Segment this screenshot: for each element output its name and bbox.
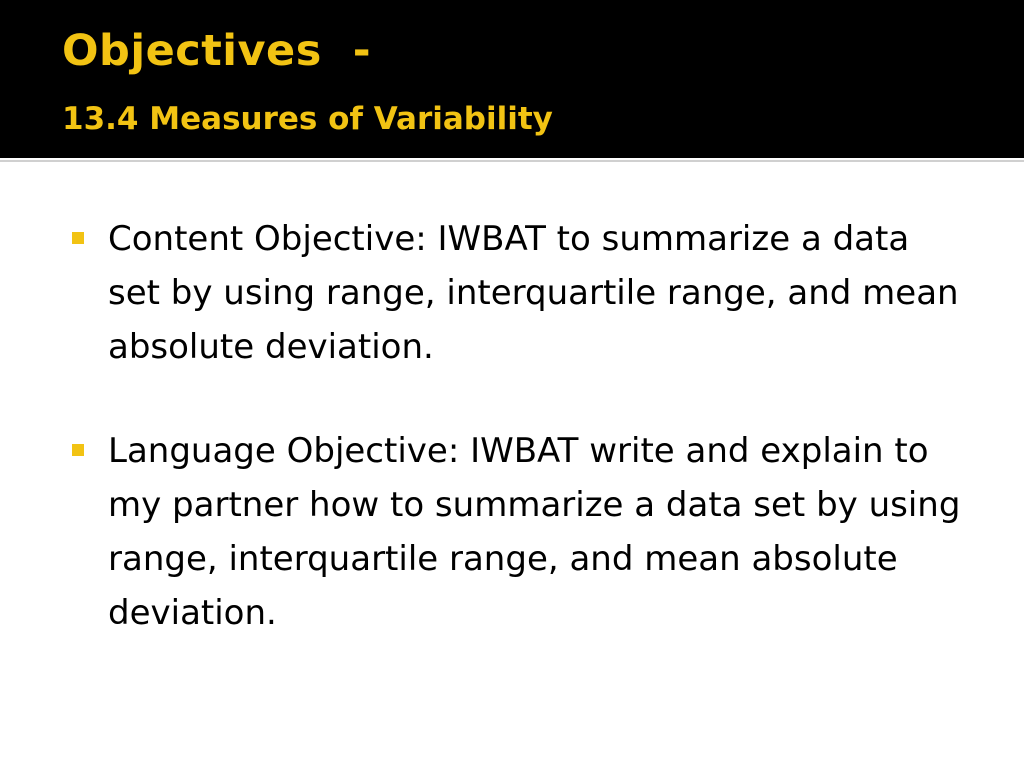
square-bullet-icon (72, 232, 84, 244)
square-bullet-icon (72, 444, 84, 456)
title-bar (0, 0, 1024, 158)
bullet-text: Content Objective: IWBAT to summarize a data set by using range, interquartile range, and mean absolute deviation. (108, 219, 959, 367)
bullet-text: Language Objective: IWBAT write and explain to my partner how to summarize a data set by using range, interquartile range, and mean absolute deviation. (108, 431, 961, 633)
bullet-language-objective (72, 424, 982, 640)
objectives-list (72, 212, 982, 690)
bullet-content-objective (72, 212, 982, 374)
title-divider (0, 160, 1024, 162)
slide-title: Objectives - (62, 26, 372, 76)
slide-subtitle: 13.4 Measures of Variability (62, 101, 553, 137)
